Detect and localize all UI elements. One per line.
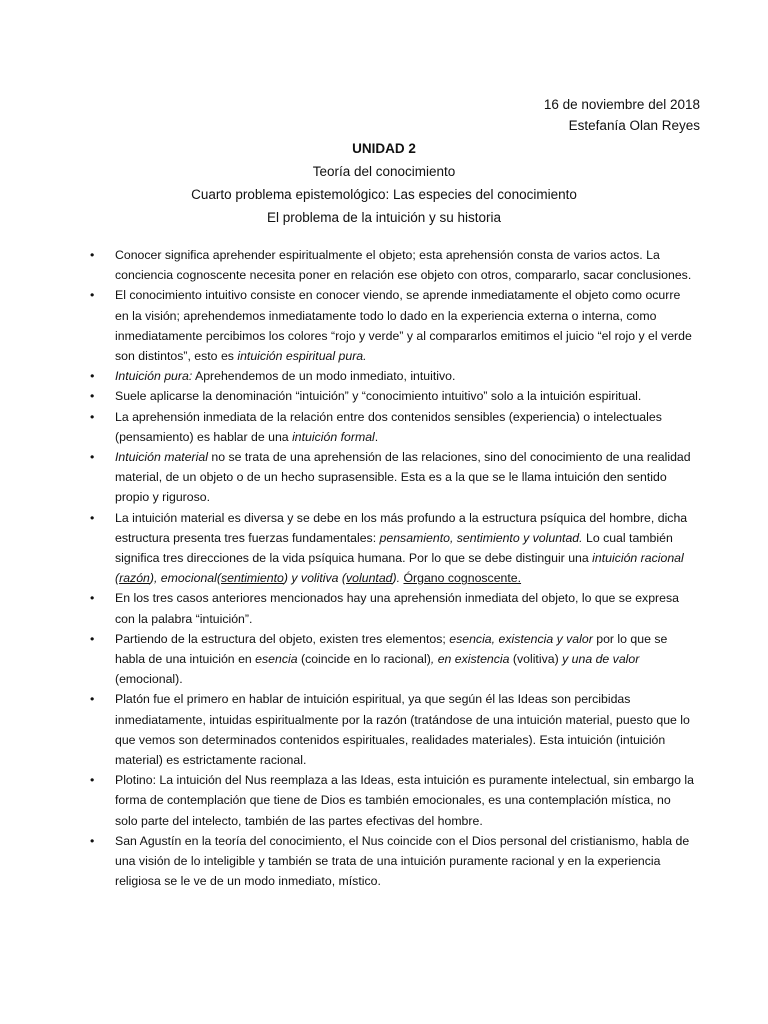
list-item — [90, 770, 696, 831]
subtitle: El problema de la intuición y su historia — [266, 210, 502, 225]
bullet-icon: • — [90, 833, 95, 848]
item-text: por lo que se habla de una intuición en — [115, 631, 668, 667]
bullet-icon: • — [90, 692, 95, 707]
item-italic: esencia — [255, 652, 298, 667]
date-line: 16 de noviembre del 2018 — [543, 97, 700, 112]
list-item — [90, 447, 696, 508]
item-text: La aprehensión inmediata de la relación entre dos contenidos sensibles (experiencia) o intelectuales (pensamiento) es hablar de una — [115, 409, 662, 444]
item-italic: Intuición material — [115, 450, 208, 465]
list-item — [90, 245, 696, 285]
item-italic: intuición racional ( — [115, 551, 684, 586]
bullet-icon: • — [90, 591, 95, 606]
item-italic: ) y volitiva ( — [283, 571, 347, 586]
list-item — [90, 629, 696, 690]
item-italic: intuición formal — [292, 429, 375, 444]
item-underline: Órgano cognoscente. — [403, 571, 522, 586]
item-text: (coincide en lo racional) — [297, 652, 431, 667]
list-item — [90, 588, 696, 628]
item-text: . — [374, 429, 379, 444]
item-text: La intuición material es diversa y se debe en los más profundo a la estructura psíquica del hombre, dicha estructura presenta tres fuerzas fundamentales: — [115, 510, 688, 545]
unit-title: UNIDAD 2 — [352, 141, 416, 156]
document-header — [544, 94, 700, 136]
item-text: (emocional). — [115, 672, 183, 687]
item-text: Plotino: La intuición del Nus reemplaza a las Ideas, esta intuición es puramente intelectual, sin embargo la forma de contemplación que tiene de Dios es también emocionales, es una contemplación mística, no solo parte del intelecto, también de las partes efectivas del hombre. — [115, 773, 694, 828]
bullet-icon: • — [90, 369, 95, 384]
bullet-icon: • — [90, 248, 95, 262]
item-text: Suele aplicarse la denominación “intuición” y “conocimiento intuitivo” solo a la intuición espiritual. — [115, 389, 642, 404]
list-item — [90, 689, 696, 770]
list-item — [90, 285, 696, 366]
item-italic: ). — [392, 571, 401, 586]
bullet-icon: • — [90, 389, 95, 404]
item-text: San Agustín en la teoría del conocimiento, el Nus coincide con el Dios personal del cristianismo, habla de una visión de lo inteligible y también se trata de una intuición puramente racional y en la experiencia religiosa se le ve de un modo inmediato, místico. — [115, 833, 690, 889]
item-text: (volitiva) — [509, 652, 559, 667]
item-italic: pensamiento, sentimiento y voluntad. — [379, 530, 583, 545]
item-text: Platón fue el primero en hablar de intuición espiritual, ya que según él las Ideas son percibidas inmediatamente, intuidas espiritualmente por la razón (tratándose de una intuición material, puesto que lo que vemos son determinados contenidos espirituales, realidades materiales). Esta intuición (intuición material) es estrictamente racional. — [115, 692, 690, 768]
item-italic: ), emocional( — [149, 571, 221, 586]
item-italic: y una de valor — [558, 652, 640, 667]
item-text: Lo cual también significa tres direcciones de la vida psíquica humana. Por lo que se debe distinguir una — [115, 530, 673, 566]
bullet-icon: • — [90, 510, 95, 525]
item-italic: esencia, existencia y valor — [449, 631, 593, 646]
title-block — [0, 137, 768, 229]
topic-title: Teoría del conocimiento — [312, 164, 456, 179]
bullet-icon: • — [90, 773, 95, 788]
item-underline: voluntad — [346, 571, 393, 586]
item-text: En los tres casos anteriores mencionados hay una aprehensión inmediata del objeto, lo que se expresa con la palabra “intuición”. — [115, 591, 679, 626]
list-item — [90, 366, 696, 386]
item-text: Aprehendemos de un modo inmediato, intuitivo. — [192, 369, 456, 384]
item-italic: , en existencia — [430, 652, 510, 667]
item-underline: sentimiento — [220, 571, 284, 586]
item-text: Conocer significa aprehender espiritualmente el objeto; esta aprehensión consta de varios actos. La conciencia cognoscente necesita poner en relación ese objeto con otros, compararlo, sacar conclusiones. — [115, 248, 692, 283]
bullet-icon: • — [90, 631, 95, 646]
item-text: Partiendo de la estructura del objeto, existen tres elementos; — [115, 631, 450, 646]
bullet-icon: • — [90, 288, 95, 303]
item-text: El conocimiento intuitivo consiste en conocer viendo, se aprende inmediatamente el objeto como ocurre en la visión; aprehendemos inmediatamente todo lo dado en la experiencia externa o interna, como inmediatamente percibimos los colores “rojo y verde” y al compararlos emitimos el juicio “el rojo y el verde son distintos”, esto es — [115, 288, 692, 364]
bullet-icon: • — [90, 409, 95, 424]
list-item — [90, 386, 696, 406]
bullet-icon: • — [90, 450, 95, 465]
item-italic: intuición espiritual pura. — [237, 349, 367, 364]
item-italic: Intuición pura: — [115, 369, 193, 384]
list-item — [90, 831, 696, 892]
bullet-list — [90, 245, 696, 892]
item-text: no se trata de una aprehensión de las relaciones, sino del conocimiento de una realidad material, de un objeto o de un hecho suprasensible. Esta es a la que se le llama intuición den sentido propio y riguroso. — [115, 450, 691, 505]
problem-title: Cuarto problema epistemológico: Las especies del conocimiento — [191, 187, 577, 202]
item-underline: razón — [119, 571, 150, 586]
list-item — [90, 407, 696, 447]
list-item — [90, 508, 696, 589]
author-line: Estefanía Olan Reyes — [568, 118, 700, 133]
